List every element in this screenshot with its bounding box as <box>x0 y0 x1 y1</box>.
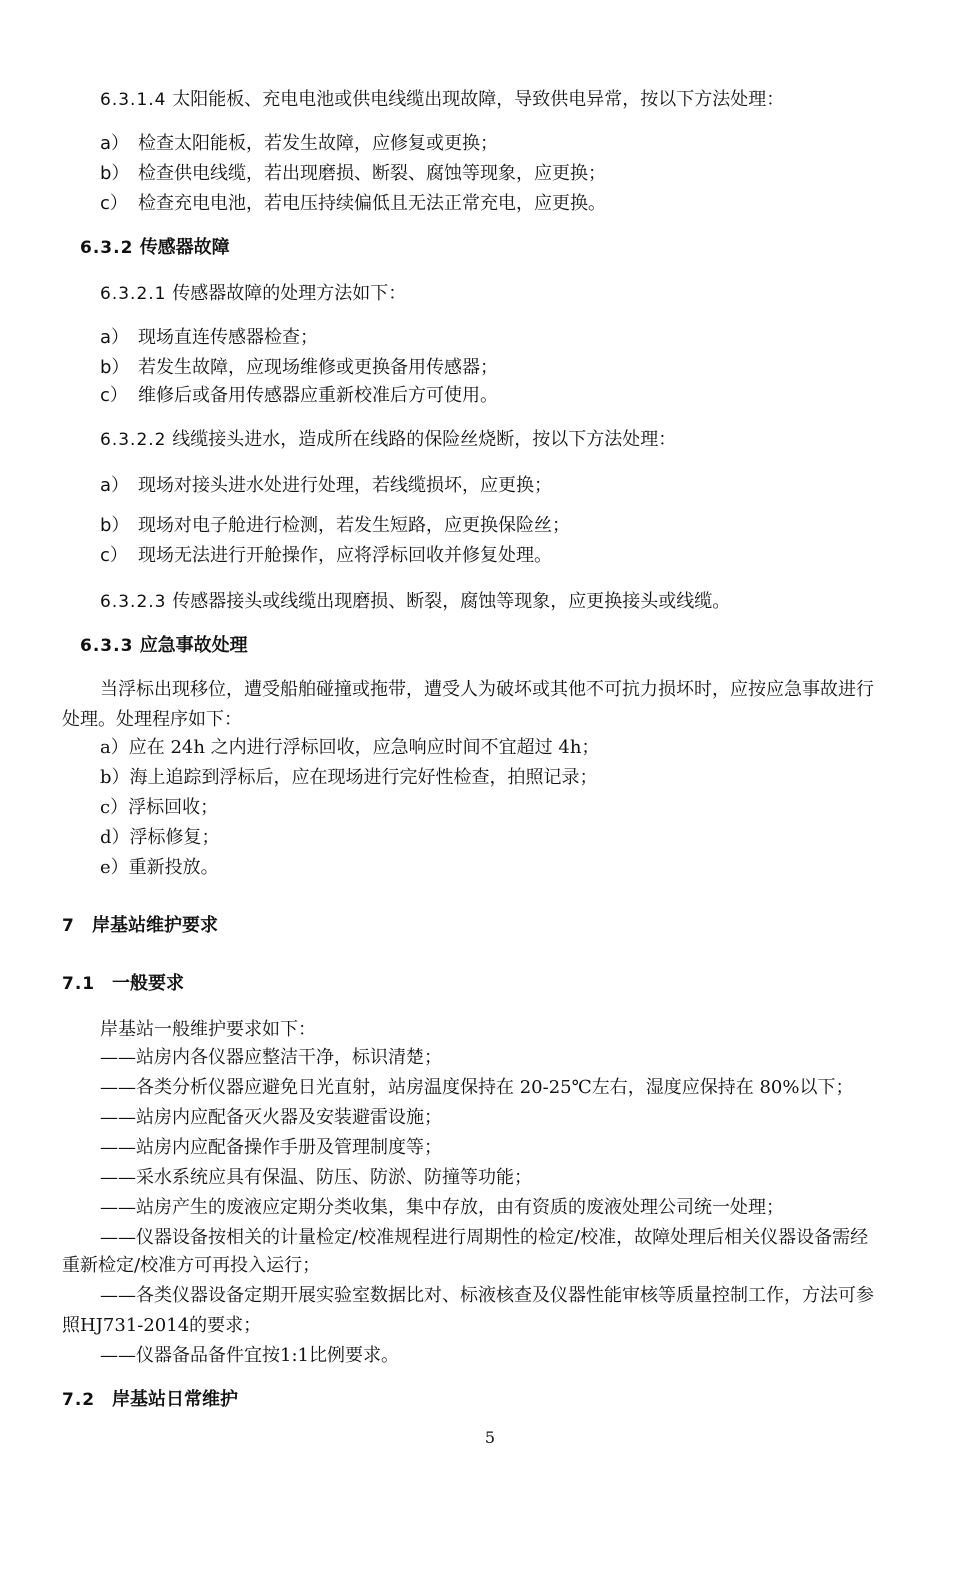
section-title: 传感器故障 <box>139 237 230 258</box>
clause-6-3-2-3 <box>100 590 730 614</box>
clause-text: 传感器故障的处理方法如下： <box>172 283 407 304</box>
list-item: a）应在 24h 之内进行浮标回收，应急响应时间不宜超过 4h； <box>100 737 600 758</box>
list-item <box>100 192 606 216</box>
list-text: 现场无法进行开舱操作，应将浮标回收并修复处理。 <box>138 545 552 566</box>
clause-6-3-2-1 <box>100 282 406 306</box>
requirement-line: ——站房产生的废液应定期分类收集，集中存放，由有资质的废液处理公司统一处理； <box>100 1197 784 1218</box>
requirement-line: ——站房内各仪器应整洁干净，标识清楚； <box>100 1047 442 1068</box>
list-marker: a） <box>100 327 130 348</box>
list-marker: a） <box>100 133 130 154</box>
list-item <box>100 474 552 498</box>
list-text: 检查充电电池，若电压持续偏低且无法正常充电，应更换。 <box>138 193 606 214</box>
list-item: b）海上追踪到浮标后，应在现场进行完好性检查，拍照记录； <box>100 767 598 788</box>
list-text: 检查供电线缆，若出现磨损、断裂、腐蚀等现象，应更换； <box>138 163 606 184</box>
clause-number: 6.3.2.2 <box>100 430 167 450</box>
list-item <box>100 162 606 186</box>
list-item <box>100 544 552 568</box>
clause-text: 传感器接头或线缆出现磨损、断裂，腐蚀等现象，应更换接头或线缆。 <box>172 591 731 612</box>
list-marker: b） <box>100 515 130 536</box>
requirement-line: ——站房内应配备操作手册及管理制度等； <box>100 1137 442 1158</box>
page-number: 5 <box>484 1428 496 1447</box>
section-number: 7.1 <box>62 974 96 994</box>
section-number: 6.3.2 <box>80 238 134 258</box>
requirement-line-continued: 照HJ731-2014的要求； <box>62 1315 262 1336</box>
section-title: 一般要求 <box>112 973 184 994</box>
list-marker: c） <box>100 193 128 214</box>
section-title: 应急事故处理 <box>139 635 248 656</box>
list-item: c）浮标回收； <box>100 797 219 818</box>
chapter-title: 岸基站维护要求 <box>92 915 218 936</box>
requirement-line: ——各类仪器设备定期开展实验室数据比对、标液核查及仪器性能审核等质量控制工作，方法可参 <box>100 1285 874 1306</box>
chapter-number: 7 <box>62 916 75 936</box>
list-marker: b） <box>100 163 130 184</box>
clause-text: 线缆接头进水，造成所在线路的保险丝烧断，按以下方法处理： <box>172 429 677 450</box>
requirement-line: ——各类分析仪器应避免日光直射，站房温度保持在 20-25℃左右，湿度应保持在 80%以下； <box>100 1077 854 1098</box>
requirement-line: ——仪器设备按相关的计量检定/校准规程进行周期性的检定/校准，故障处理后相关仪器设备需经 <box>100 1227 869 1248</box>
clause-number: 6.3.2.1 <box>100 284 167 304</box>
chapter-heading-7 <box>62 914 218 938</box>
list-text: 若发生故障，应现场维修或更换备用传感器； <box>138 357 498 378</box>
list-item <box>100 356 498 380</box>
clause-6-3-2-2 <box>100 428 676 452</box>
section-heading-7-2 <box>62 1388 238 1412</box>
list-item <box>100 514 570 538</box>
list-item <box>100 384 498 408</box>
requirement-line-continued: 重新检定/校准方可再投入运行； <box>62 1255 321 1276</box>
section-number: 6.3.3 <box>80 636 134 656</box>
paragraph-intro: 岸基站一般维护要求如下： <box>100 1019 316 1040</box>
section-title: 岸基站日常维护 <box>112 1389 238 1410</box>
section-heading-7-1 <box>62 972 184 996</box>
clause-number: 6.3.1.4 <box>100 90 167 110</box>
list-item <box>100 326 318 350</box>
paragraph-line: 处理。处理程序如下： <box>62 709 242 730</box>
list-marker: c） <box>100 545 128 566</box>
list-item: d）浮标修复； <box>100 827 220 848</box>
list-text: 现场直连传感器检查； <box>138 327 318 348</box>
list-marker: b） <box>100 357 130 378</box>
clause-6-3-1-4 <box>100 88 784 112</box>
clause-number: 6.3.2.3 <box>100 592 167 612</box>
requirement-line: ——站房内应配备灭火器及安装避雷设施； <box>100 1107 442 1128</box>
list-marker: a） <box>100 475 130 496</box>
list-text: 现场对接头进水处进行处理，若线缆损坏，应更换； <box>138 475 552 496</box>
paragraph-line: 当浮标出现移位，遭受船舶碰撞或拖带，遭受人为破坏或其他不可抗力损坏时，应按应急事故进行 <box>100 679 874 700</box>
list-item: e）重新投放。 <box>100 857 219 878</box>
clause-text: 太阳能板、充电电池或供电线缆出现故障，导致供电异常，按以下方法处理： <box>172 89 785 110</box>
list-text: 现场对电子舱进行检测，若发生短路，应更换保险丝； <box>138 515 570 536</box>
requirement-line: ——采水系统应具有保温、防压、防淤、防撞等功能； <box>100 1167 532 1188</box>
list-text: 维修后或备用传感器应重新校准后方可使用。 <box>138 385 498 406</box>
section-heading-6-3-2 <box>80 236 230 260</box>
requirement-line: ——仪器备品备件宜按1:1比例要求。 <box>100 1345 399 1366</box>
list-marker: c） <box>100 385 128 406</box>
list-item <box>100 132 498 156</box>
section-number: 7.2 <box>62 1390 96 1410</box>
section-heading-6-3-3 <box>80 634 248 658</box>
list-text: 检查太阳能板，若发生故障，应修复或更换； <box>138 133 498 154</box>
